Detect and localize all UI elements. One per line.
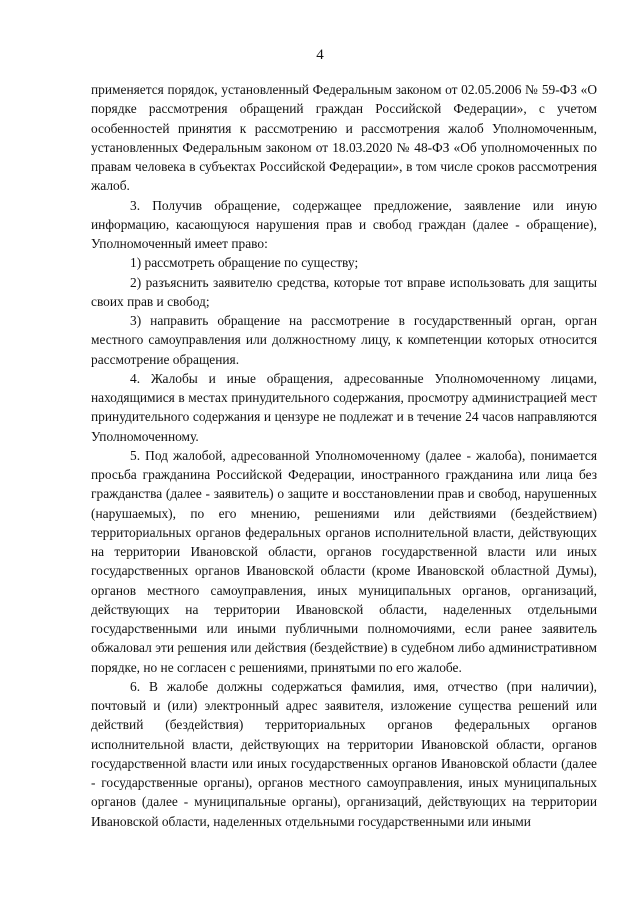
document-body [91, 80, 597, 831]
paragraph-item-4: 4. Жалобы и иные обращения, адресованные Уполномоченному лицами, находящимися в местах принудительного содержания, просмотру администрацией мест принудительного содержания и цензуре не подлежат и в течение 24 часов направляются Уполномоченному. [91, 370, 597, 444]
paragraph-subitem-2: 2) разъяснить заявителю средства, которые тот вправе использовать для защиты своих прав и свобод; [91, 274, 597, 309]
paragraph-subitem-1: 1) рассмотреть обращение по существу; [130, 255, 359, 271]
paragraph-item-6: 6. В жалобе должны содержаться фамилия, имя, отчество (при наличии), почтовый и (или) электронный адрес заявителя, изложение существа решений или действий (бездействия) территориальных органов федеральных органов исполнительной власти, действующих на территории Ивановской области, органов государственной власти или иных государственных органов Ивановской области (далее - государственные органы), органов местного самоуправления, иных муниципальных органов (далее - муниципальные органы), организаций, действующих на территории Ивановской области, наделенных отдельными государственными или иными [91, 678, 597, 829]
paragraph-subitem-3: 3) направить обращение на рассмотрение в государственный орган, орган местного самоуправления или должностному лицу, к компетенции которых относится рассмотрение обращения. [91, 313, 597, 367]
paragraph-continuation: применяется порядок, установленный Федеральным законом от 02.05.2006 № 59-ФЗ «О порядке рассмотрения обращений граждан Российской Федерации», с учетом особенностей принятия к рассмотрению и рассмотрения жалоб Уполномоченным, установленных Федеральным законом от 18.03.2020 № 48-ФЗ «Об уполномоченных по правам человека в субъектах Российской Федерации», в том числе сроков рассмотрения жалоб. [91, 82, 597, 194]
paragraph-item-5: 5. Под жалобой, адресованной Уполномоченному (далее - жалоба), понимается просьба гражданина Российской Федерации, иностранного гражданина или лица без гражданства (далее - заявитель) о защите и восстановлении прав и свобод, нарушенных (нарушаемых), по его мнению, решениями или действиями (бездействием) территориальных органов федеральных органов исполнительной власти, действующих на территории Ивановской области, органов государственной власти или иных государственных органов Ивановской области (кроме Ивановской областной Думы), органов местного самоуправления, иных муниципальных органов, организаций, действующих на территории Ивановской области, наделенных отдельными государственными или иными публичными полномочиями, если ранее заявитель обжаловал эти решения или действия (бездействие) в судебном либо административном порядке, но не согласен с решениями, принятыми по его жалобе. [91, 447, 597, 675]
paragraph-item-3: 3. Получив обращение, содержащее предложение, заявление или иную информацию, касающуюся нарушения прав и свобод граждан (далее - обращение), Уполномоченный имеет право: [91, 197, 597, 251]
page-number: 4 [316, 47, 324, 63]
